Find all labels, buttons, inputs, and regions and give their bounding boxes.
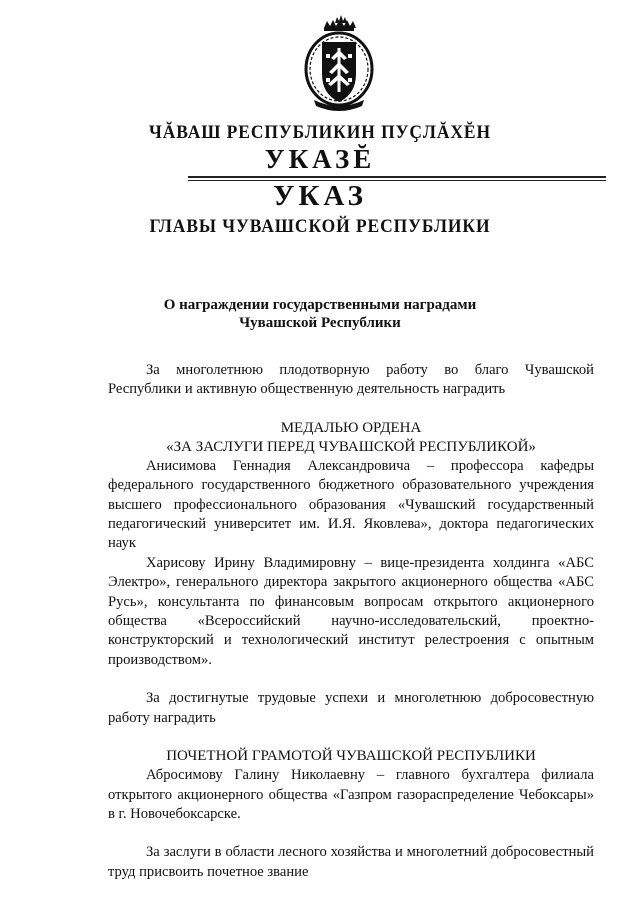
header-decree-title: УКАЗ — [273, 180, 367, 212]
intro-paragraph-1: За многолетнюю плодотворную работу во благо Чувашской Республики и активную общественную деятельность наградить — [108, 362, 594, 398]
awardee-paragraph-3: Абросимову Галину Николаевну – главного бухгалтера филиала открытого акционерного общества «Газпром газораспределение Чебоксары» в г. Новочебоксарске. — [108, 767, 594, 822]
intro-paragraph-2: За достигнутые трудовые успехи и многолетнюю добросовестную работу наградить — [108, 690, 594, 726]
header-chuvash-title: ЧĂВАШ РЕСПУБЛИКИН ПУҪЛĂХĔН — [148, 122, 492, 143]
header-issuer: ГЛАВЫ ЧУВАШСКОЙ РЕСПУБЛИКИ — [149, 216, 491, 237]
award-title-medal-line2: «ЗА ЗАСЛУГИ ПЕРЕД ЧУВАШСКОЙ РЕСПУБЛИКОЙ» — [166, 438, 536, 455]
decree-body — [108, 361, 594, 882]
awardee-paragraph-1: Анисимова Геннадия Александровича – профессора кафедры федерального государственного бюджетного образовательного учреждения высшего профессионального образования «Чувашский государственный педагогический университет им. И.Я. Яковлева», доктора педагогических наук — [108, 457, 594, 552]
coat-of-arms-emblem — [296, 14, 382, 114]
decree-subject-line1: О награждении государственными наградами — [163, 297, 477, 313]
awardee-paragraph-2: Харисову Ирину Владимировну – вице-президента холдинга «АБС Электро», генерального директора закрытого акционерного общества «АБС Русь», консультанта по финансовым вопросам открытого акционерного общества «Всероссийский научно-исследовательский, проектно-конструкторский и технологический институт релестроения с опытным производством». — [108, 554, 594, 668]
award-title-certificate: ПОЧЕТНОЙ ГРАМОТОЙ ЧУВАШСКОЙ РЕСПУБЛИКИ — [166, 748, 536, 765]
intro-paragraph-3: За заслуги в области лесного хозяйства и многолетний добросовестный труд присвоить почетное звание — [108, 844, 594, 880]
decree-subject-line2: Чувашской Республики — [239, 315, 401, 331]
header-divider — [188, 176, 606, 178]
header-chuvash-decree: УКАЗĔ — [264, 144, 376, 174]
decree-subject — [0, 296, 640, 332]
award-title-medal-line1: МЕДАЛЬЮ ОРДЕНА — [280, 419, 422, 436]
